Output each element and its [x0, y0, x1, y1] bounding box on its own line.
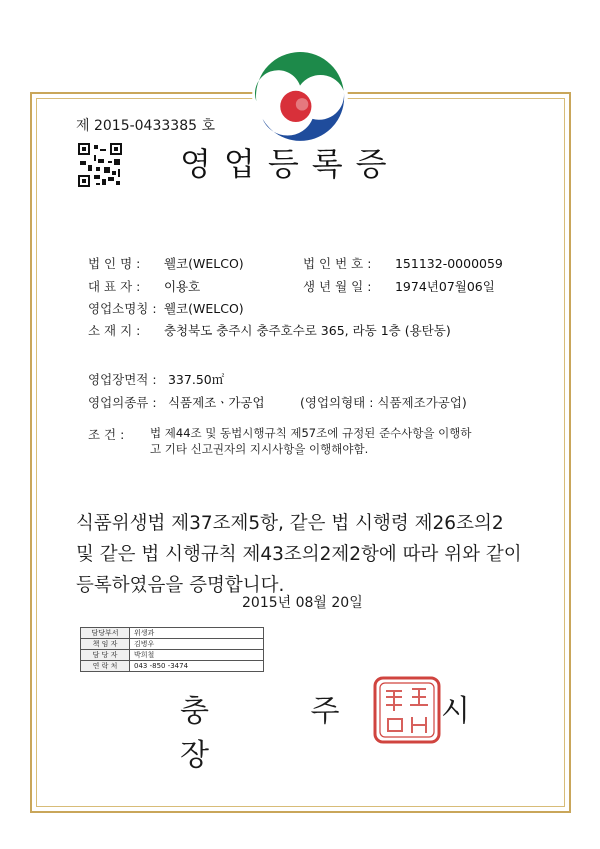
- certificate-number: 제 2015-0433385 호: [76, 118, 215, 134]
- area-row: [88, 370, 224, 388]
- area-value: 337.50㎡: [167, 372, 225, 387]
- conditions-label: [88, 425, 124, 443]
- conditions-line-1: 법 제44조 및 동법시행규칙 제57조에 규정된 준수사항을 이행하: [150, 426, 472, 440]
- corp-name-label: 법 인 명 :: [88, 256, 141, 271]
- certification-statement: [76, 508, 546, 601]
- staff-value: 043 -850 -3474: [130, 661, 264, 672]
- statement-line-3: 등록하였음을 증명합니다.: [76, 575, 285, 596]
- corp-number-label: 법 인 번 호 :: [303, 256, 372, 271]
- staff-value: 김병우: [130, 639, 264, 650]
- representative-value: 이용호: [163, 279, 201, 294]
- corp-name-value: 웰코(WELCO): [163, 256, 244, 271]
- corp-number-value: 151132-0000059: [394, 256, 503, 271]
- staff-key: 담 당 자: [81, 650, 130, 661]
- staff-key: 담당부서: [81, 628, 130, 639]
- conditions-line-2: 고 기타 신고권자의 지시사항을 이행해야함.: [150, 442, 369, 456]
- representative-label: 대 표 자 :: [88, 279, 141, 294]
- business-type-label: 영업의종류 :: [88, 395, 157, 410]
- business-type-value: 식품제조ㆍ가공업: [167, 395, 265, 410]
- address-value: 충청북도 충주시 충주호수로 365, 라동 1층 (용탄동): [163, 323, 451, 338]
- birthdate-row: [303, 277, 495, 295]
- table-row: [81, 650, 264, 661]
- representative-row: [88, 277, 200, 295]
- statement-line-2: 및 같은 법 시행규칙 제43조의2제2항에 따라 위와 같이: [76, 544, 522, 565]
- table-row: [81, 639, 264, 650]
- qr-code-icon: [78, 143, 122, 187]
- business-form: (영업의형태 : 식품제조가공업): [300, 395, 467, 410]
- staff-value: 박희철: [130, 650, 264, 661]
- staff-table: [80, 627, 264, 672]
- address-label: 소 재 지 :: [88, 323, 141, 338]
- corp-name-row: [88, 254, 244, 272]
- staff-key: 연 락 처: [81, 661, 130, 672]
- staff-key: 책 임 자: [81, 639, 130, 650]
- conditions-label-text: 조 건 :: [88, 427, 125, 442]
- address-row: [88, 321, 451, 339]
- table-row: [81, 628, 264, 639]
- issue-date: 2015년 08월 20일: [242, 595, 363, 611]
- page-title: 영업등록증: [180, 145, 400, 183]
- issuer-name: 충 주 시 장: [180, 694, 517, 773]
- birthdate-label: 생 년 월 일 :: [303, 279, 372, 294]
- table-row: [81, 661, 264, 672]
- store-name-value: 웰코(WELCO): [163, 301, 244, 316]
- statement-line-1: 식품위생법 제37조제5항, 같은 법 시행령 제26조의2: [76, 513, 504, 534]
- birthdate-value: 1974년07월06일: [394, 279, 495, 294]
- staff-value: 위생과: [130, 628, 264, 639]
- store-name-label: 영업소명칭 :: [88, 301, 157, 316]
- area-label: 영업장면적 :: [88, 372, 157, 387]
- government-logo-icon: [248, 44, 352, 148]
- conditions-text: [150, 425, 530, 457]
- corp-number-row: [303, 254, 503, 272]
- business-type-row: [88, 393, 265, 411]
- store-name-row: [88, 299, 244, 317]
